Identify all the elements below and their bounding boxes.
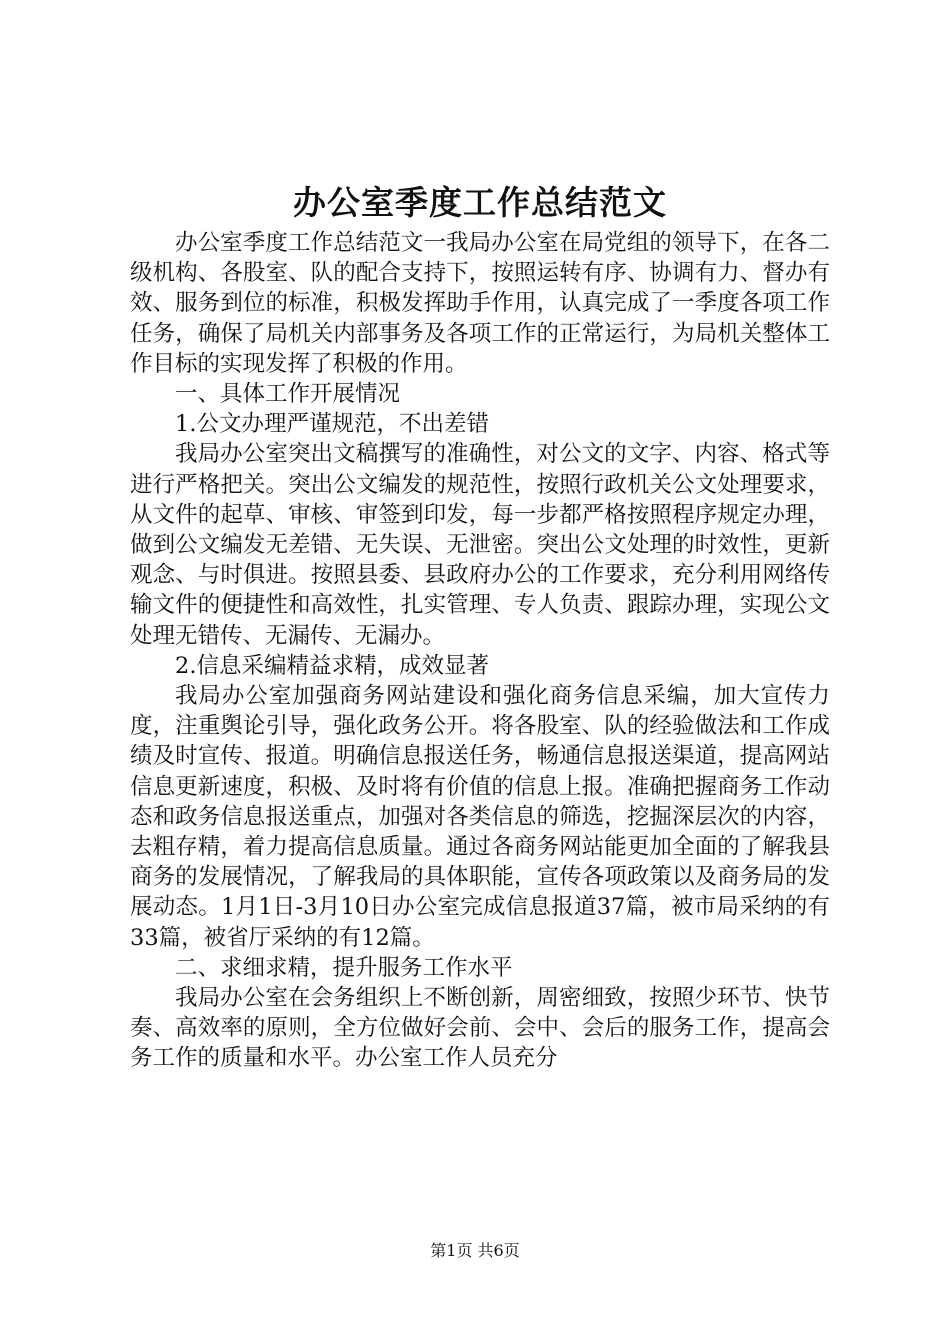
- document-title: 办公室季度工作总结范文: [293, 183, 667, 222]
- subsection-heading-1: 1.公文办理严谨规范，不出差错: [175, 411, 489, 438]
- paragraph-information-editing: 我局办公室加强商务网站建设和强化商务信息采编，加大宣传力度，注重舆论引导，强化政务公开。将各股室、队的经验做法和工作成绩及时宣传、报道。明确信息报送任务，畅通信息报送渠道，提高网站信息更新速度，积极、及时将有价值的信息上报。准确把握商务工作动态和政务信息报送重点，加强对各类信息的筛选，挖掘深层次的内容，去粗存精，着力提高信息质量。通过各商务网站能更加全面的了解我县商务的发展情况，了解我局的具体职能，宣传各项政策以及商务局的发展动态。1月1日-3月10日办公室完成信息报道37篇，被市局采纳的有33篇，被省厅采纳的有12篇。: [130, 683, 830, 951]
- paragraph-meeting-service: 我局办公室在会务组织上不断创新，周密细致，按照少环节、快节奏、高效率的原则，全方位做好会前、会中、会后的服务工作，提高会务工作的质量和水平。办公室工作人员充分: [130, 985, 830, 1072]
- subsection-heading-2: 2.信息采编精益求精，成效显著: [175, 652, 489, 679]
- section-heading-2: 二、求细求精，提升服务工作水平: [175, 954, 513, 981]
- paragraph-intro: 办公室季度工作总结范文一我局办公室在局党组的领导下，在各二级机构、各股室、队的配合支持下，按照运转有序、协调有力、督办有效、服务到位的标准，积极发挥助手作用，认真完成了一季度各项工作任务，确保了局机关内部事务及各项工作的正常运行，为局机关整体工作目标的实现发挥了积极的作用。: [130, 230, 830, 377]
- section-heading-1: 一、具体工作开展情况: [175, 381, 401, 408]
- paragraph-document-handling: 我局办公室突出文稿撰写的准确性，对公文的文字、内容、格式等进行严格把关。突出公文编发的规范性，按照行政机关公文处理要求，从文件的起草、审核、审签到印发，每一步都严格按照程序规定办理，做到公文编发无差错、无失误、无泄密。突出公文处理的时效性，更新观念、与时俱进。按照县委、县政府办公的工作要求，充分利用网络传输文件的便捷性和高效性，扎实管理、专人负责、跟踪办理，实现公文处理无错传、无漏传、无漏办。: [130, 441, 830, 649]
- document-page: [130, 180, 830, 1074]
- page-footer: 第1页 共6页: [430, 1241, 520, 1260]
